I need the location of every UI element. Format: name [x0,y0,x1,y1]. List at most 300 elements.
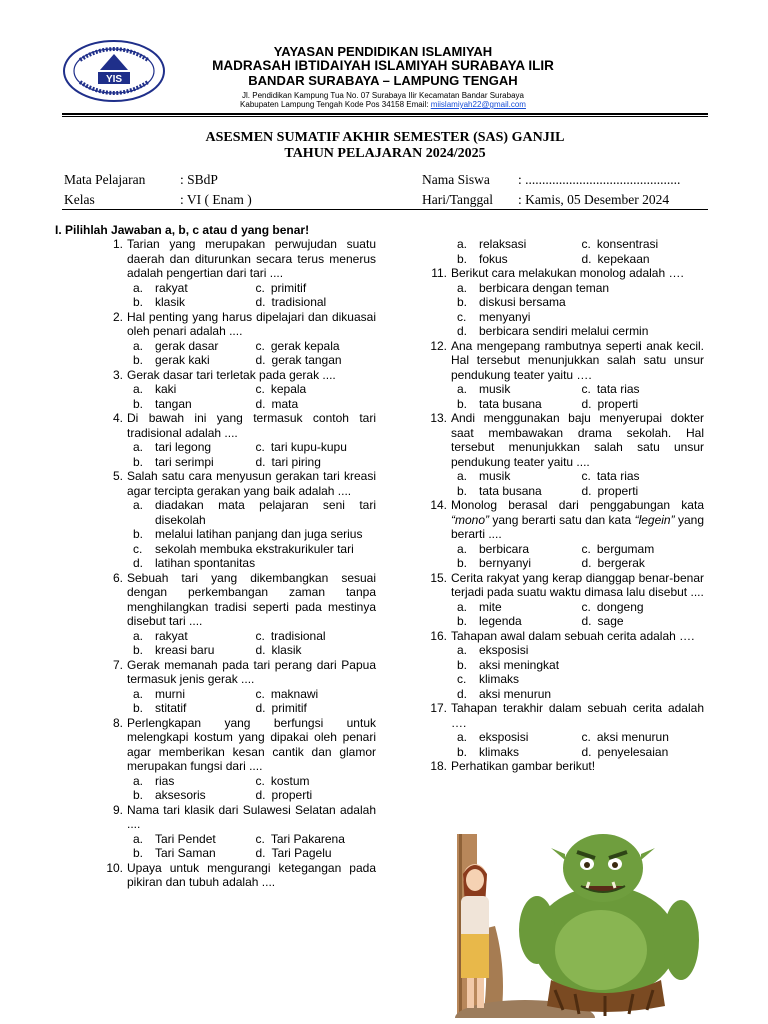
option-text: primitif [270,280,307,295]
question-17 [427,701,704,759]
option-letter: a. [133,338,144,353]
option-text: berbicara [479,541,530,556]
option-letter: c. [581,730,591,744]
question-1-option-row [127,295,376,310]
option-text: musik [479,469,511,483]
question-13-stem [427,411,704,469]
question-5-option[interactable] [127,498,376,527]
question-7-option-row [127,687,376,702]
option-text: kepekaan [597,251,650,266]
option-letter: c. [457,672,467,686]
option-text: legenda [479,614,522,628]
option-text: Tari Pakarena [270,831,345,846]
question-12-option[interactable] [451,382,578,397]
question-4-option-row [127,440,376,455]
foundation-name: YAYASAN PENDIDIKAN ISLAMIYAH [273,44,493,59]
option-text: gerak tangan [271,353,342,367]
option-text: diskusi bersama [479,295,566,309]
question-14-option-row [451,542,704,557]
option-letter: d. [255,701,266,715]
option-text: primitif [271,701,307,715]
question-12-option[interactable] [578,397,705,412]
question-11-stem [427,266,704,281]
option-letter: b. [457,744,468,759]
option-text: tradisional [271,295,327,309]
option-text: tangan [155,396,192,411]
question-11-option[interactable] [451,295,704,310]
option-text: berbicara dengan teman [479,280,610,295]
option-text: sekolah membuka ekstrakurikuler tari [155,541,354,556]
question-14-option[interactable] [578,556,705,571]
question-7-option-row [127,701,376,716]
question-3-option[interactable] [127,382,252,397]
question-10-option[interactable] [451,252,578,267]
question-6-option[interactable] [252,629,377,644]
question-16-option[interactable] [451,643,704,658]
option-letter: c. [255,628,265,643]
question-17-stem [427,701,704,730]
option-text: properti [271,788,313,802]
question-17-option[interactable] [578,745,705,760]
option-text: musik [479,382,511,396]
question-1-option-row [127,281,376,296]
question-3-option[interactable] [252,382,377,397]
option-letter: c. [581,469,591,483]
school-contact: Kabupaten Lampung Tengah Kode Pos 34158 Email: miislamiyah22@gmail.com [240,100,526,109]
question-11-option-row [451,281,704,296]
question-text-part: Monolog berasal dari penggabungan kata [451,498,704,512]
option-letter: a. [457,730,468,744]
question-18-stem [427,759,704,774]
question-9-option-row [127,832,376,847]
option-text: tari legong [155,440,212,454]
class-label: Kelas [64,192,95,207]
question-3-option[interactable] [127,397,252,412]
option-letter: b. [457,396,468,411]
question-13-options [427,469,704,498]
question-9-option[interactable] [127,832,252,847]
question-9-option[interactable] [252,832,377,847]
question-3-option[interactable] [252,397,377,412]
question-13-option[interactable] [451,469,578,484]
emphasis-term: “mono” [451,512,490,527]
option-text: latihan spontanitas [155,556,256,570]
question-18 [427,759,704,774]
option-letter: d. [255,788,266,802]
question-2-stem [103,310,376,339]
question-3-stem [103,368,376,383]
option-letter: c. [457,309,467,324]
question-number: 7. [112,657,123,672]
option-letter: c. [581,541,591,556]
option-letter: b. [133,396,144,411]
question-1-option[interactable] [127,295,252,310]
option-text: gerak dasar [155,338,219,353]
question-11-option-row [451,310,704,325]
option-text: kaki [155,382,177,396]
class-value: : VI ( Enam ) [180,192,252,207]
option-text: properti [597,483,639,498]
option-letter: c. [581,237,591,251]
question-15-option[interactable] [451,600,578,615]
option-letter: a. [133,628,144,643]
option-letter: d. [581,396,592,411]
question-6 [103,571,376,658]
question-3-option-row [127,397,376,412]
option-letter: d. [133,556,144,570]
question-7-option[interactable] [252,687,377,702]
question-16-options [427,643,704,701]
question-16 [427,629,704,702]
school-region: BANDAR SURABAYA – LAMPUNG TENGAH [248,73,518,88]
question-12-option[interactable] [578,382,705,397]
question-text: Berikut cara melakukan monolog adalah …. [451,266,684,280]
student-name-field[interactable]: : .............................................. [518,172,681,187]
question-number: 2. [112,309,123,324]
option-letter: b. [133,353,144,367]
option-letter: d. [581,744,592,759]
option-letter: c. [255,773,265,788]
option-text: mata [271,396,299,411]
question-13 [427,411,704,498]
option-letter: d. [457,686,468,701]
option-text: eksposisi [479,730,529,744]
question-text: Sebuah tari yang dikembangkan sesuai dengan perkembangan zaman tanpa menghilangkan tradisi seperti pada mestinya disebut tari .... [127,570,376,628]
question-8-option[interactable] [127,774,252,789]
option-letter: c. [255,440,265,454]
question-text: Perlengkapan yang berfungsi untuk melengkapi kostum yang dipakai oleh penari agar memberikan kesan cantik dan glamor merupakan fungsi dari .... [127,715,376,773]
question-1-options [103,281,376,310]
option-text: kostum [270,773,310,788]
question-10-option[interactable] [451,237,578,252]
option-text: rakyat [155,628,188,643]
question-14-option[interactable] [578,542,705,557]
exam-title: ASESMEN SUMATIF AKHIR SEMESTER (SAS) GANJIL [205,130,565,145]
question-number: 12. [430,338,447,353]
option-text: klimaks [479,744,520,759]
question-7-option[interactable] [127,687,252,702]
question-15-options [427,600,704,629]
question-number: 14. [430,498,447,512]
question-4-option[interactable] [127,440,252,455]
question-17-option[interactable] [578,730,705,745]
question-8-option[interactable] [252,788,377,803]
option-letter: c. [255,831,265,846]
question-11-option-row [451,324,704,339]
school-address: Jl. Pendidikan Kampung Tua No. 07 Surabaya Ilir Kecamatan Bandar Surabaya [242,91,524,100]
option-letter: b. [133,527,144,541]
ogre-and-girl-illustration [455,830,711,1018]
option-letter: a. [457,643,468,657]
question-14-options [427,542,704,571]
school-name: MADRASAH IBTIDAIYAH ISLAMIYAH SURABAYA ILIR [212,58,554,73]
option-text: tata rias [596,382,640,396]
question-17-options [427,730,704,759]
option-text: fokus [479,251,508,266]
option-letter: b. [133,643,144,657]
option-text: maknawi [270,686,319,701]
question-2-option[interactable] [252,353,377,368]
question-1-option[interactable] [252,281,377,296]
option-letter: b. [457,556,468,570]
question-5 [103,469,376,571]
option-text: Tari Pagelu [271,846,332,860]
question-5-option[interactable] [127,542,376,557]
question-6-option-row [127,643,376,658]
question-number: 16. [430,628,447,643]
question-10-option-row [427,252,704,267]
question-9-options [103,832,376,861]
question-15-option[interactable] [451,614,578,629]
option-letter: b. [133,295,144,309]
student-name-label: Nama Siswa [422,172,490,187]
option-text: properti [597,396,639,411]
question-text-part: yang berarti .... [451,512,704,541]
option-text: rakyat [155,280,188,295]
question-7-options [103,687,376,716]
question-8 [103,716,376,803]
question-4-options [103,440,376,469]
option-text: bergerak [597,556,645,570]
question-3-option-row [127,382,376,397]
question-16-option[interactable] [451,687,704,702]
question-5-option-row [127,556,376,571]
option-letter: b. [133,788,144,802]
question-2-option-row [127,353,376,368]
question-7-stem [103,658,376,687]
question-15-option[interactable] [578,614,705,629]
question-2-option[interactable] [127,353,252,368]
option-letter: d. [457,324,468,338]
question-12-options [427,382,704,411]
option-letter: d. [581,483,592,498]
question-14-option[interactable] [451,542,578,557]
option-text: eksposisi [479,643,529,657]
question-2-options [103,339,376,368]
option-text: aksi meningkat [479,657,560,672]
option-text: tata rias [596,469,640,483]
option-letter: c. [581,599,591,614]
question-15-option[interactable] [578,600,705,615]
email-link[interactable]: miislamiyah22@gmail.com [430,100,526,109]
question-13-option-row [451,469,704,484]
question-15 [427,571,704,629]
question-4-stem [103,411,376,440]
question-7-option[interactable] [252,701,377,716]
question-text: Nama tari klasik dari Sulawesi Selatan adalah .... [127,802,376,831]
option-text: dongeng [596,599,644,614]
question-13-option[interactable] [578,469,705,484]
question-2-option[interactable] [252,339,377,354]
question-number: 8. [112,715,123,730]
question-16-option-row [451,672,704,687]
question-5-option[interactable] [127,527,376,542]
question-13-option[interactable] [578,484,705,499]
question-5-option-row [127,527,376,542]
question-6-stem [103,571,376,629]
question-15-option-row [451,600,704,615]
option-text: gerak kaki [155,353,210,367]
question-17-option-row [451,745,704,760]
option-letter: a. [457,280,468,295]
question-15-stem [427,571,704,600]
question-number: 18. [430,759,447,773]
question-column-right [427,237,704,774]
date-label: Hari/Tanggal [422,192,494,207]
option-letter: a. [133,773,144,788]
question-6-option[interactable] [127,643,252,658]
question-column-left [103,237,376,890]
option-text: klasik [155,295,186,309]
option-letter: c. [255,338,265,353]
question-11-option[interactable] [451,310,704,325]
question-text: Andi menggunakan baju menyerupai dokter saat membawakan drama sekolah. Hal tersebut menunjukkan salah satu unsur pendukung teater yaitu .... [451,411,704,469]
question-number: 4. [112,411,123,425]
option-text: melalui latihan panjang dan juga serius [155,527,363,541]
question-6-option-row [127,629,376,644]
question-8-option[interactable] [127,788,252,803]
option-text: mite [479,599,502,614]
option-letter: a. [133,498,144,512]
question-12 [427,339,704,412]
question-17-option[interactable] [451,730,578,745]
school-logo [62,40,166,102]
question-text [451,498,704,542]
subject-value: : SBdP [180,172,218,187]
option-letter: a. [457,382,468,396]
option-letter: d. [581,614,592,628]
option-letter: a. [133,382,144,396]
question-number: 10. [106,860,123,875]
question-8-stem [103,716,376,774]
option-text: Tari Pendet [155,831,216,846]
option-text: kepala [270,382,307,396]
option-letter: d. [581,251,592,266]
question-10 [103,861,376,890]
question-5-option[interactable] [127,556,376,571]
question-12-option[interactable] [451,397,578,412]
question-9-option[interactable] [252,846,377,861]
option-letter: b. [133,701,144,715]
question-11-option[interactable] [451,324,704,339]
question-8-option[interactable] [252,774,377,789]
question-16-option-row [451,687,704,702]
option-text: tari piring [271,454,321,469]
question-1-option[interactable] [127,281,252,296]
option-text: murni [155,686,186,701]
question-text: Di bawah ini yang termasuk contoh tari tradisional adalah .... [127,411,376,440]
option-text: konsentrasi [596,237,659,251]
question-2 [103,310,376,368]
question-2-option-row [127,339,376,354]
question-text: Perhatikan gambar berikut! [451,759,596,773]
question-14-stem [427,498,704,542]
question-text: Tarian yang merupakan perwujudan suatu daerah dan diturunkan secara terus menerus adalah pengertian dari tari .... [127,237,376,280]
option-text: rias [155,773,175,788]
question-10-option[interactable] [578,252,705,267]
question-text: Hal penting yang harus dipelajari dan dikuasai oleh penari adalah .... [127,309,376,338]
option-text: kreasi baru [155,643,215,657]
question-14-option[interactable] [451,556,578,571]
question-text: Gerak memanah pada tari perang dari Papua termasuk jenis gerak .... [127,657,376,686]
option-letter: a. [457,469,468,483]
option-letter: d. [255,295,266,309]
question-12-option-row [451,382,704,397]
question-number: 5. [112,469,123,483]
question-text: Upaya untuk mengurangi ketegangan pada pikiran dan tubuh adalah .... [127,860,376,889]
option-letter: a. [457,237,468,251]
question-4 [103,411,376,469]
option-text: tata busana [479,396,542,411]
question-4-option[interactable] [127,455,252,470]
question-9-option-row [127,846,376,861]
option-text: tata busana [479,483,542,498]
question-6-option[interactable] [252,643,377,658]
question-text: Salah satu cara menyusun gerakan tari kreasi agar tercipta gerakan yang baik adalah .... [127,469,376,498]
option-letter: a. [133,686,144,701]
question-9-option[interactable] [127,846,252,861]
option-letter: c. [255,280,265,295]
question-4-option[interactable] [252,440,377,455]
question-text: Ana mengepang rambutnya seperti anak kecil. Hal tersebut menunjukkan salah satu unsur pendukung teater yaitu …. [451,338,704,382]
question-5-option-row [127,498,376,527]
question-1-option[interactable] [252,295,377,310]
option-text: relaksasi [479,237,527,251]
option-text: tari kupu-kupu [270,440,347,454]
question-13-option[interactable] [451,484,578,499]
question-3-options [103,382,376,411]
question-4-option[interactable] [252,455,377,470]
question-number: 17. [430,701,447,715]
question-10-stem [103,861,376,890]
question-17-option[interactable] [451,745,578,760]
question-text: Tahapan terakhir dalam sebuah cerita adalah …. [451,701,704,730]
question-text: Tahapan awal dalam sebuah cerita adalah …. [451,628,695,643]
question-number: 13. [430,411,447,425]
question-8-options [103,774,376,803]
exam-year: TAHUN PELAJARAN 2024/2025 [284,146,486,161]
question-16-option-row [451,658,704,673]
logo-text: YIS [105,74,123,85]
question-11-options [427,281,704,339]
option-letter: b. [457,483,468,498]
question-number: 9. [112,802,123,817]
question-7-option[interactable] [127,701,252,716]
option-letter: b. [133,846,144,860]
option-text: diadakan mata pelajaran seni tari disekolah [155,498,376,527]
question-10-option[interactable] [578,237,705,252]
option-letter: c. [581,382,591,396]
question-16-option[interactable] [451,658,704,673]
option-letter: c. [255,382,265,396]
option-text: menyanyi [479,309,531,324]
question-5-stem [103,469,376,498]
question-6-option[interactable] [127,629,252,644]
question-text-part: yang berarti satu dan kata [489,512,635,527]
option-text: gerak kepala [270,338,340,353]
option-letter: d. [255,846,266,860]
question-11-option[interactable] [451,281,704,296]
question-17-option-row [451,730,704,745]
option-text: tradisional [270,628,326,643]
question-2-option[interactable] [127,339,252,354]
option-letter: c. [133,541,143,556]
option-text: tari serimpi [155,454,214,469]
question-16-option[interactable] [451,672,704,687]
question-4-option-row [127,455,376,470]
question-5-option-row [127,542,376,557]
option-letter: d. [255,643,266,657]
